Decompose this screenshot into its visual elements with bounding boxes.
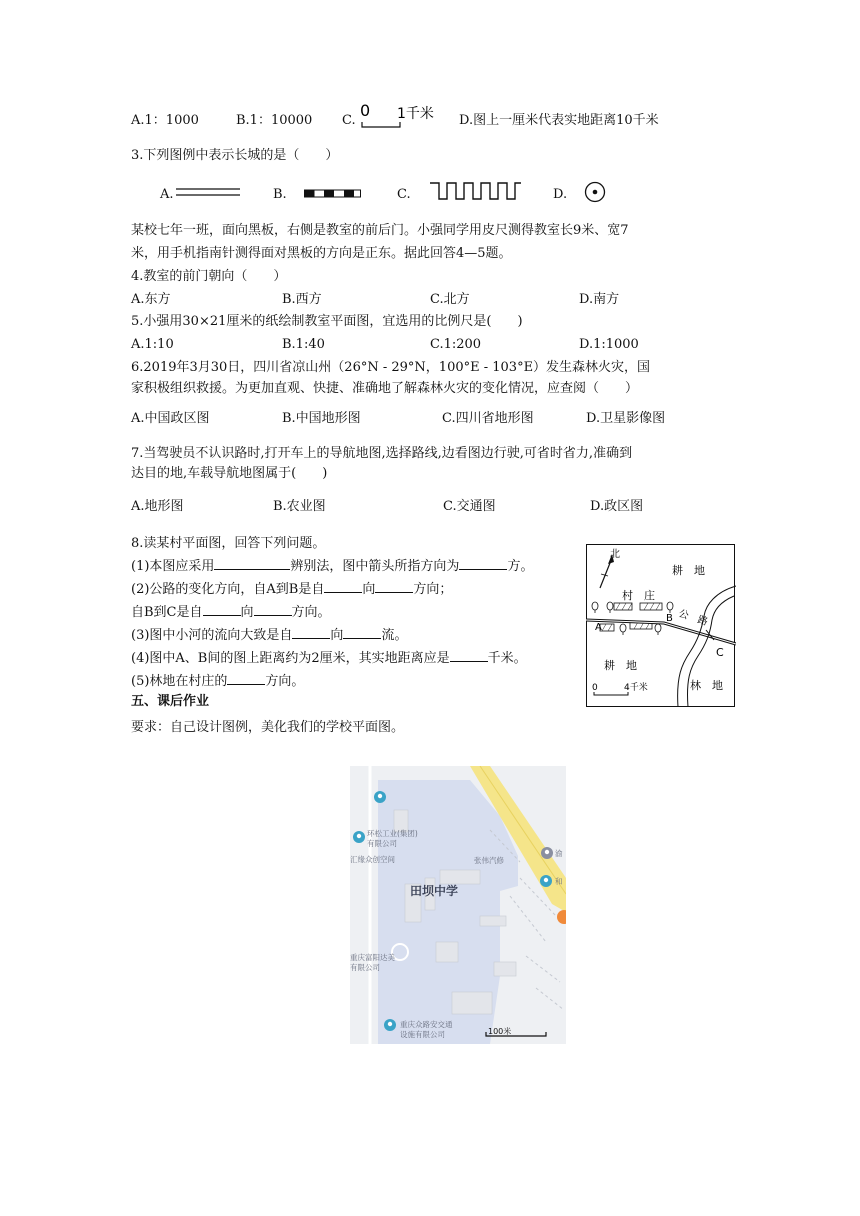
q6-line-2: 家积极组织救援。为更加直观、快捷、准确地了解森林火灾的变化情况，应查阅（ ） [131,381,639,396]
q2-option-d: D.图上一厘米代表实地距离10千米 [459,113,659,128]
poi-5b-label: 设施有限公司 [400,1030,445,1039]
q3-stem: 3.下列图例中表示长城的是（ ） [131,148,339,163]
q4-stem: 4.教室的前门朝向（ ） [131,269,287,284]
q8-part-3-c: 方向。 [291,605,331,620]
railway-symbol-icon [304,189,362,199]
school-map-scale-label: 100米 [488,1027,512,1036]
answer-blank[interactable] [343,626,381,639]
poi-1-label: 环松工业(集团) [367,829,418,838]
capital-symbol-icon [583,180,607,204]
answer-blank[interactable] [459,557,507,570]
q8-part-2-cont [131,603,331,622]
q7-option-b: B.农业图 [273,499,326,514]
q8-part-1-c: 方。 [507,559,534,574]
q8-part-3-b: 向 [240,605,254,620]
village-map [586,544,736,708]
q8-part-3-a: 自B到C是自 [131,605,203,620]
school-name-label: 田坝中学 [410,884,459,898]
q3-option-c: C. [397,187,411,202]
q8-stem: 8.读某村平面图，回答下列问题。 [131,536,326,551]
poi-4b-label: 有限公司 [350,963,380,972]
village-label: 村 庄 [622,589,655,602]
answer-blank[interactable] [450,649,488,662]
double-line-symbol-icon [176,186,242,200]
forest-label: 林 地 [690,679,723,692]
q7-line-2: 达目的地,车载导航地图属于( ) [131,466,328,481]
q8-part-6-b: 方向。 [265,674,305,689]
q7-option-a: A.地形图 [131,499,184,514]
section-5-requirement: 要求：自己设计图例，美化我们的学校平面图。 [131,720,405,735]
north-label: 北 [610,549,620,560]
q8-part-2 [131,580,452,599]
q8-part-5-b: 千米。 [487,651,527,666]
q7-option-d: D.政区图 [590,499,644,514]
q8-part-4-a: (3)图中小河的流向大致是自 [131,628,293,643]
poi-1b-label: 有限公司 [367,839,397,848]
q3-option-a: A. [160,187,174,202]
answer-blank[interactable] [203,603,241,616]
q5-option-b: B.1:40 [282,337,325,352]
school-map [350,766,566,1044]
poi-4-label: 重庆富阳达美 [350,953,395,962]
q8-part-1 [131,557,533,576]
great-wall-symbol-icon [429,181,523,201]
q5-option-c: C.1:200 [430,337,482,352]
q3-option-b: B. [273,187,287,202]
q5-option-a: A.1:10 [131,337,174,352]
q8-part-2-a: (2)公路的变化方向，自A到B是自 [131,582,325,597]
context-line-2: 米，用手机指南针测得面对黑板的方向是正东。据此回答4—5题。 [131,246,512,261]
q6-option-c: C.四川省地形图 [442,411,534,426]
q8-part-5-a: (4)图中A、B间的图上距离约为2厘米，其实地距离应是 [131,651,450,666]
answer-blank[interactable] [375,580,413,593]
q8-part-3 [131,626,407,645]
q8-part-1-b: 辨别法，图中箭头所指方向为 [290,559,460,574]
q8-part-4-c: 流。 [381,628,408,643]
q4-option-b: B.西方 [282,292,322,307]
context-line-1: 某校七年一班，面向黑板，右侧是教室的前后门。小强同学用皮尺测得教室长9米、宽7 [131,223,629,238]
answer-blank[interactable] [214,557,290,570]
road-label: 公 路 [677,608,710,629]
q2-option-a: A.1：1000 [131,113,199,128]
q8-part-1-a: (1)本图应采用 [131,559,215,574]
q4-option-a: A.东方 [131,292,171,307]
q7-option-c: C.交通图 [443,499,496,514]
q6-line-1: 6.2019年3月30日，四川省凉山州（26°N - 29°N，100°E - 103°E）发生森林火灾，国 [131,360,651,375]
q2-option-b: B.1：10000 [236,113,313,128]
q5-stem: 5.小强用30×21厘米的纸绘制教室平面图，宜选用的比例尺是( ) [131,314,523,329]
q8-part-2-b: 向 [362,582,376,597]
q2-scale-value: 1千米 [397,106,434,122]
map-scale-zero: 0 [592,683,598,693]
q8-part-4-b: 向 [330,628,344,643]
q2-scale-zero: 0 [360,101,371,120]
q8-part-2-c: 方向； [413,582,453,597]
q8-part-5 [131,672,304,691]
farmland-top-label: 耕 地 [672,564,705,577]
poi-3-label: 张伟汽修 [474,856,504,865]
answer-blank[interactable] [254,603,292,616]
q8-part-4 [131,649,527,668]
q2-option-c: C. [342,113,356,128]
q7-line-1: 7.当驾驶员不认识路时,打开车上的导航地图,选择路线,边看图边行驶,可省时省力,准确到 [131,446,633,461]
point-b-label: B [666,613,673,624]
q6-option-d: D.卫星影像图 [586,411,666,426]
point-a-label: A [595,622,602,633]
q2-scale-bar-icon [356,100,446,130]
map-scale-value: 4千米 [624,683,648,693]
edge-label-1: 渝 [555,849,563,858]
q6-option-b: B.中国地形图 [282,411,361,426]
answer-blank[interactable] [292,626,330,639]
poi-2-label: 汇缘众创空间 [350,855,395,864]
answer-blank[interactable] [227,672,265,685]
farmland-bottom-label: 耕 地 [604,659,637,672]
q4-option-c: C.北方 [430,292,470,307]
edge-label-2: 和 [555,877,563,886]
q4-option-d: D.南方 [579,292,620,307]
poi-5-label: 重庆众路安交通 [400,1020,453,1029]
q3-option-d: D. [553,187,568,202]
answer-blank[interactable] [324,580,362,593]
q5-option-d: D.1:1000 [579,337,639,352]
q6-option-a: A.中国政区图 [131,411,210,426]
section-5-title: 五、课后作业 [131,694,210,709]
q8-part-6-a: (5)林地在村庄的 [131,674,228,689]
point-c-label: C [716,646,724,659]
